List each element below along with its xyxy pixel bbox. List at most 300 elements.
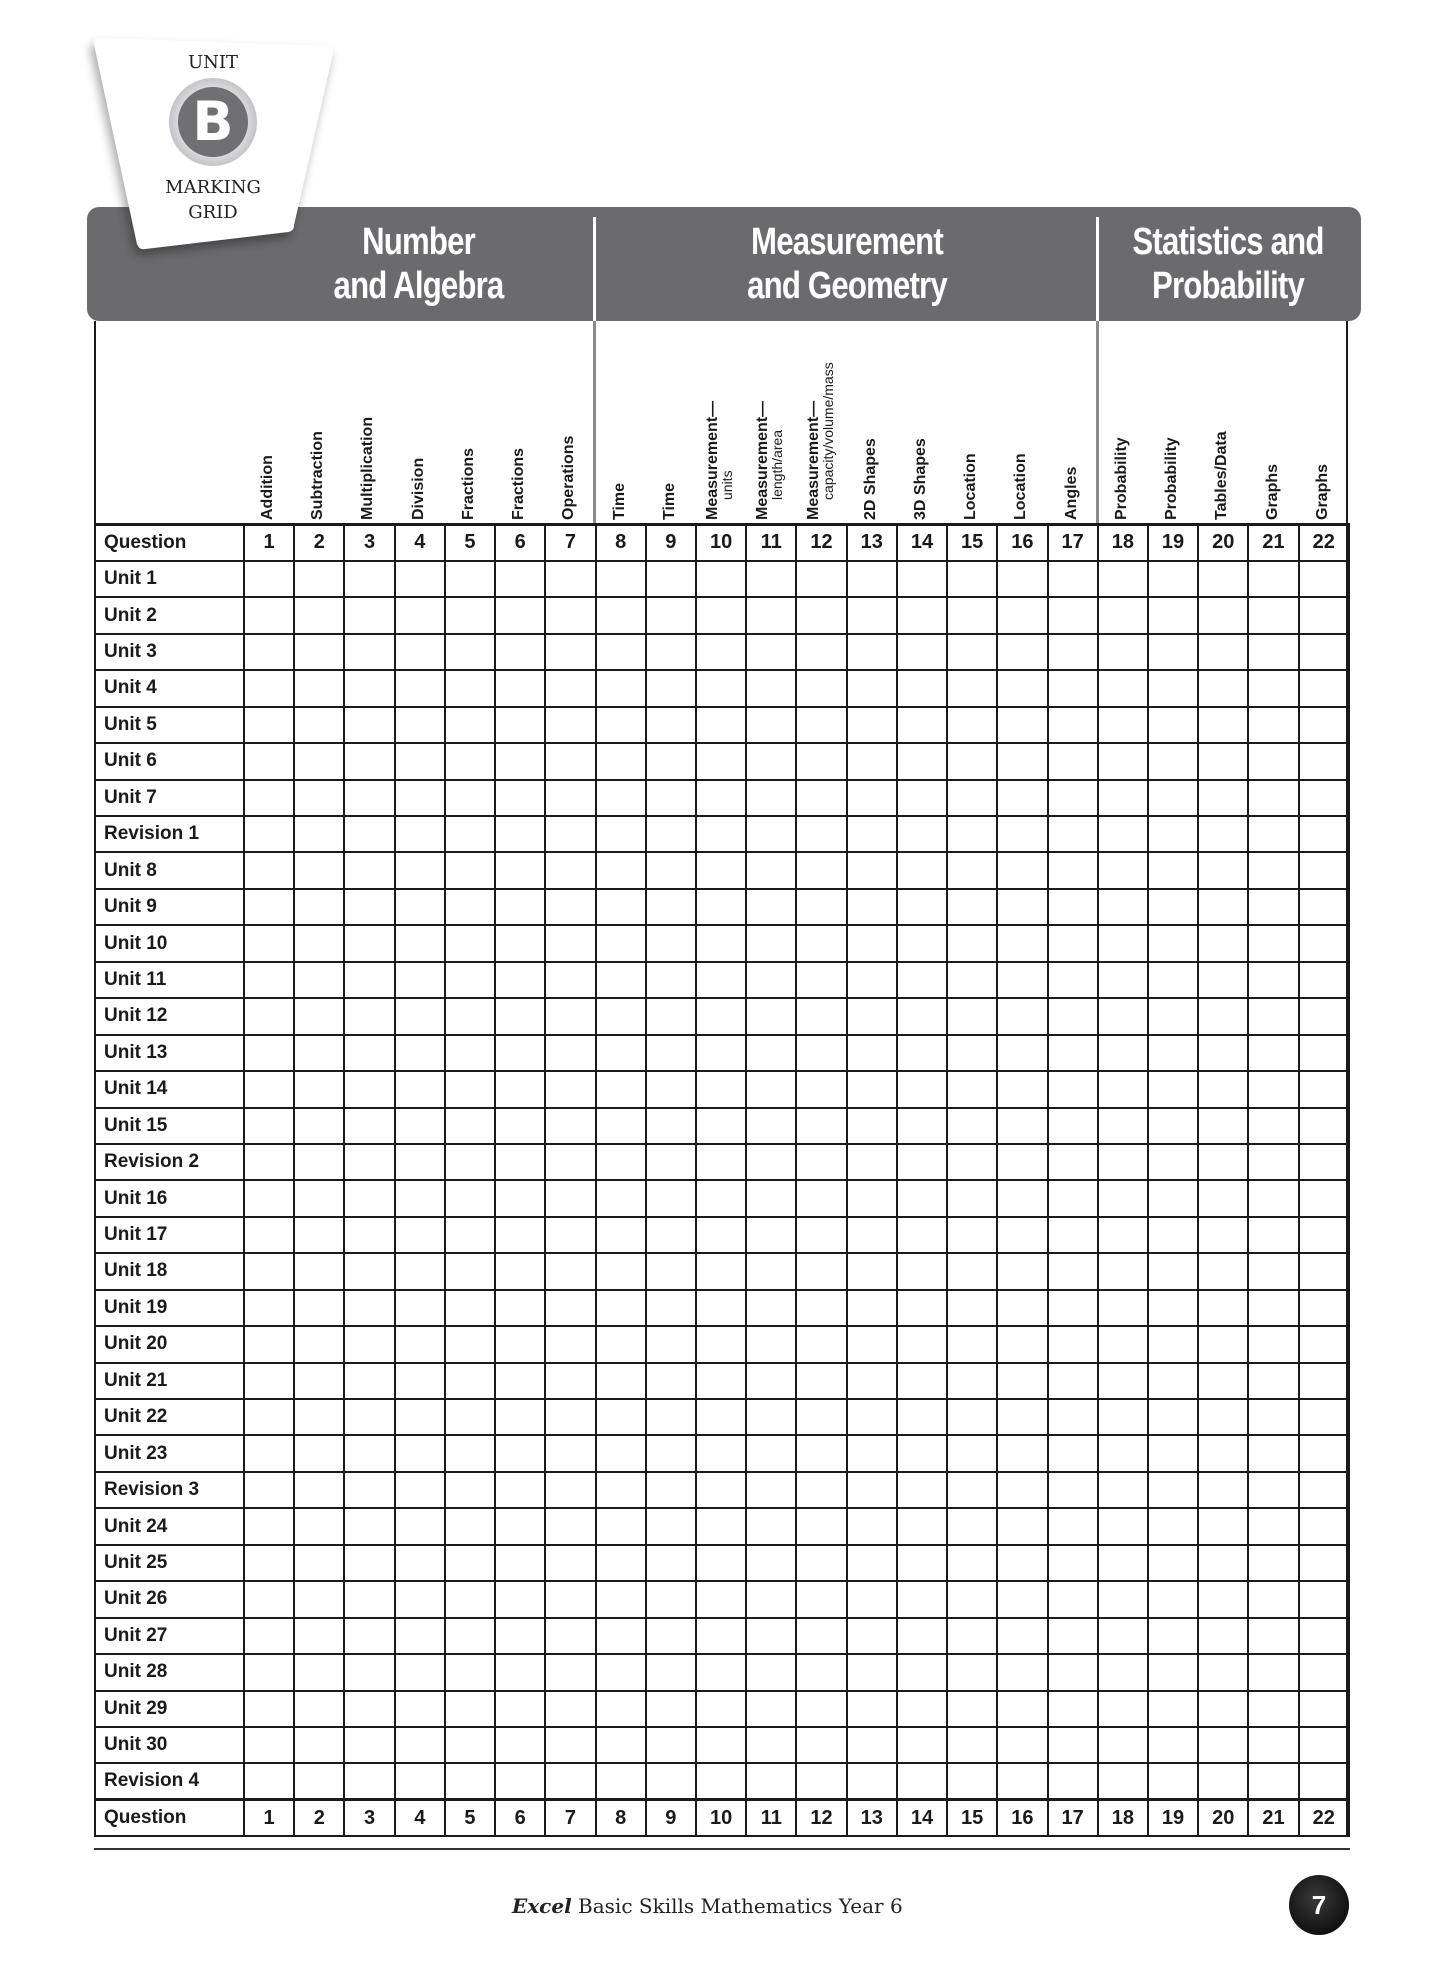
mark-cell[interactable] [1299, 1727, 1349, 1763]
mark-cell[interactable] [1048, 1144, 1098, 1180]
mark-cell[interactable] [395, 780, 445, 816]
mark-cell[interactable] [445, 1691, 495, 1727]
mark-cell[interactable] [545, 743, 595, 779]
mark-cell[interactable] [1248, 1763, 1298, 1799]
mark-cell[interactable] [495, 1035, 545, 1071]
mark-cell[interactable] [545, 1508, 595, 1544]
mark-cell[interactable] [545, 852, 595, 888]
mark-cell[interactable] [495, 1144, 545, 1180]
mark-cell[interactable] [947, 1144, 997, 1180]
mark-cell[interactable] [746, 1071, 796, 1107]
mark-cell[interactable] [545, 1691, 595, 1727]
mark-cell[interactable] [1198, 1035, 1248, 1071]
mark-cell[interactable] [1299, 1253, 1349, 1289]
mark-cell[interactable] [244, 670, 294, 706]
mark-cell[interactable] [1248, 1654, 1298, 1690]
mark-cell[interactable] [1198, 1581, 1248, 1617]
mark-cell[interactable] [746, 743, 796, 779]
mark-cell[interactable] [395, 816, 445, 852]
mark-cell[interactable] [897, 962, 947, 998]
mark-cell[interactable] [545, 1727, 595, 1763]
mark-cell[interactable] [847, 1290, 897, 1326]
mark-cell[interactable] [344, 1363, 394, 1399]
mark-cell[interactable] [1198, 1435, 1248, 1471]
mark-cell[interactable] [746, 1581, 796, 1617]
mark-cell[interactable] [1198, 1618, 1248, 1654]
mark-cell[interactable] [947, 1727, 997, 1763]
mark-cell[interactable] [244, 816, 294, 852]
mark-cell[interactable] [344, 597, 394, 633]
mark-cell[interactable] [395, 1581, 445, 1617]
mark-cell[interactable] [1248, 1144, 1298, 1180]
mark-cell[interactable] [344, 1180, 394, 1216]
mark-cell[interactable] [1198, 634, 1248, 670]
mark-cell[interactable] [445, 780, 495, 816]
mark-cell[interactable] [696, 1399, 746, 1435]
mark-cell[interactable] [1248, 1217, 1298, 1253]
mark-cell[interactable] [897, 561, 947, 597]
mark-cell[interactable] [897, 1326, 947, 1362]
mark-cell[interactable] [294, 1472, 344, 1508]
mark-cell[interactable] [1198, 670, 1248, 706]
mark-cell[interactable] [294, 1144, 344, 1180]
mark-cell[interactable] [545, 1545, 595, 1581]
mark-cell[interactable] [1098, 1691, 1148, 1727]
mark-cell[interactable] [596, 1618, 646, 1654]
mark-cell[interactable] [1098, 597, 1148, 633]
mark-cell[interactable] [1198, 889, 1248, 925]
mark-cell[interactable] [1248, 634, 1298, 670]
mark-cell[interactable] [1198, 852, 1248, 888]
mark-cell[interactable] [1299, 561, 1349, 597]
mark-cell[interactable] [646, 962, 696, 998]
mark-cell[interactable] [947, 1399, 997, 1435]
mark-cell[interactable] [344, 998, 394, 1034]
mark-cell[interactable] [545, 1108, 595, 1144]
mark-cell[interactable] [1198, 1217, 1248, 1253]
mark-cell[interactable] [947, 1763, 997, 1799]
mark-cell[interactable] [997, 925, 1047, 961]
mark-cell[interactable] [1299, 597, 1349, 633]
mark-cell[interactable] [495, 707, 545, 743]
mark-cell[interactable] [947, 1071, 997, 1107]
mark-cell[interactable] [395, 1472, 445, 1508]
mark-cell[interactable] [947, 889, 997, 925]
mark-cell[interactable] [1148, 1363, 1198, 1399]
mark-cell[interactable] [1248, 998, 1298, 1034]
mark-cell[interactable] [1248, 925, 1298, 961]
mark-cell[interactable] [646, 1253, 696, 1289]
mark-cell[interactable] [1248, 670, 1298, 706]
mark-cell[interactable] [746, 1435, 796, 1471]
mark-cell[interactable] [545, 889, 595, 925]
mark-cell[interactable] [294, 1727, 344, 1763]
mark-cell[interactable] [1098, 780, 1148, 816]
mark-cell[interactable] [1198, 707, 1248, 743]
mark-cell[interactable] [897, 1144, 947, 1180]
mark-cell[interactable] [1048, 743, 1098, 779]
mark-cell[interactable] [796, 1654, 846, 1690]
mark-cell[interactable] [897, 1654, 947, 1690]
mark-cell[interactable] [495, 670, 545, 706]
mark-cell[interactable] [596, 962, 646, 998]
mark-cell[interactable] [696, 780, 746, 816]
mark-cell[interactable] [746, 1217, 796, 1253]
mark-cell[interactable] [1148, 1326, 1198, 1362]
mark-cell[interactable] [997, 1071, 1047, 1107]
mark-cell[interactable] [596, 597, 646, 633]
mark-cell[interactable] [997, 1108, 1047, 1144]
mark-cell[interactable] [395, 1035, 445, 1071]
mark-cell[interactable] [1098, 670, 1148, 706]
mark-cell[interactable] [545, 1399, 595, 1435]
mark-cell[interactable] [947, 1326, 997, 1362]
mark-cell[interactable] [294, 1581, 344, 1617]
mark-cell[interactable] [545, 670, 595, 706]
mark-cell[interactable] [545, 1363, 595, 1399]
mark-cell[interactable] [746, 597, 796, 633]
mark-cell[interactable] [746, 925, 796, 961]
mark-cell[interactable] [1148, 1654, 1198, 1690]
mark-cell[interactable] [495, 743, 545, 779]
mark-cell[interactable] [294, 1180, 344, 1216]
mark-cell[interactable] [1299, 1071, 1349, 1107]
mark-cell[interactable] [847, 1326, 897, 1362]
mark-cell[interactable] [1148, 1253, 1198, 1289]
mark-cell[interactable] [897, 1108, 947, 1144]
mark-cell[interactable] [1048, 1290, 1098, 1326]
mark-cell[interactable] [746, 816, 796, 852]
mark-cell[interactable] [495, 1180, 545, 1216]
mark-cell[interactable] [294, 561, 344, 597]
mark-cell[interactable] [445, 634, 495, 670]
mark-cell[interactable] [395, 1763, 445, 1799]
mark-cell[interactable] [696, 925, 746, 961]
mark-cell[interactable] [445, 1545, 495, 1581]
mark-cell[interactable] [344, 1472, 394, 1508]
mark-cell[interactable] [1048, 1435, 1098, 1471]
mark-cell[interactable] [646, 1691, 696, 1727]
mark-cell[interactable] [1098, 1654, 1148, 1690]
mark-cell[interactable] [1248, 1071, 1298, 1107]
mark-cell[interactable] [1048, 670, 1098, 706]
mark-cell[interactable] [696, 1691, 746, 1727]
mark-cell[interactable] [495, 1108, 545, 1144]
mark-cell[interactable] [1098, 634, 1148, 670]
mark-cell[interactable] [244, 1326, 294, 1362]
mark-cell[interactable] [1299, 743, 1349, 779]
mark-cell[interactable] [997, 1217, 1047, 1253]
mark-cell[interactable] [495, 998, 545, 1034]
mark-cell[interactable] [897, 1545, 947, 1581]
mark-cell[interactable] [796, 1472, 846, 1508]
mark-cell[interactable] [294, 1399, 344, 1435]
mark-cell[interactable] [1098, 1545, 1148, 1581]
mark-cell[interactable] [897, 1217, 947, 1253]
mark-cell[interactable] [646, 816, 696, 852]
mark-cell[interactable] [1048, 1399, 1098, 1435]
mark-cell[interactable] [395, 998, 445, 1034]
mark-cell[interactable] [1248, 1618, 1298, 1654]
mark-cell[interactable] [1248, 743, 1298, 779]
mark-cell[interactable] [947, 998, 997, 1034]
mark-cell[interactable] [495, 1654, 545, 1690]
mark-cell[interactable] [294, 1217, 344, 1253]
mark-cell[interactable] [445, 1326, 495, 1362]
mark-cell[interactable] [646, 1763, 696, 1799]
mark-cell[interactable] [445, 852, 495, 888]
mark-cell[interactable] [294, 852, 344, 888]
mark-cell[interactable] [1048, 852, 1098, 888]
mark-cell[interactable] [947, 597, 997, 633]
mark-cell[interactable] [445, 1180, 495, 1216]
mark-cell[interactable] [1299, 670, 1349, 706]
mark-cell[interactable] [997, 1727, 1047, 1763]
mark-cell[interactable] [796, 1363, 846, 1399]
mark-cell[interactable] [696, 1435, 746, 1471]
mark-cell[interactable] [746, 1144, 796, 1180]
mark-cell[interactable] [1299, 1581, 1349, 1617]
mark-cell[interactable] [1299, 1508, 1349, 1544]
mark-cell[interactable] [947, 1691, 997, 1727]
mark-cell[interactable] [344, 816, 394, 852]
mark-cell[interactable] [796, 1180, 846, 1216]
mark-cell[interactable] [897, 1691, 947, 1727]
mark-cell[interactable] [796, 1581, 846, 1617]
mark-cell[interactable] [646, 889, 696, 925]
mark-cell[interactable] [1198, 1180, 1248, 1216]
mark-cell[interactable] [997, 1399, 1047, 1435]
mark-cell[interactable] [1148, 1399, 1198, 1435]
mark-cell[interactable] [596, 1691, 646, 1727]
mark-cell[interactable] [997, 1144, 1047, 1180]
mark-cell[interactable] [897, 925, 947, 961]
mark-cell[interactable] [796, 1763, 846, 1799]
mark-cell[interactable] [847, 1545, 897, 1581]
mark-cell[interactable] [796, 707, 846, 743]
mark-cell[interactable] [395, 1508, 445, 1544]
mark-cell[interactable] [1148, 707, 1198, 743]
mark-cell[interactable] [1048, 1326, 1098, 1362]
mark-cell[interactable] [395, 1071, 445, 1107]
mark-cell[interactable] [294, 889, 344, 925]
mark-cell[interactable] [244, 852, 294, 888]
mark-cell[interactable] [746, 1654, 796, 1690]
mark-cell[interactable] [947, 670, 997, 706]
mark-cell[interactable] [847, 597, 897, 633]
mark-cell[interactable] [395, 889, 445, 925]
mark-cell[interactable] [997, 743, 1047, 779]
mark-cell[interactable] [746, 634, 796, 670]
mark-cell[interactable] [1048, 816, 1098, 852]
mark-cell[interactable] [997, 1545, 1047, 1581]
mark-cell[interactable] [1098, 1108, 1148, 1144]
mark-cell[interactable] [1148, 1472, 1198, 1508]
mark-cell[interactable] [646, 925, 696, 961]
mark-cell[interactable] [244, 962, 294, 998]
mark-cell[interactable] [244, 1763, 294, 1799]
mark-cell[interactable] [997, 634, 1047, 670]
mark-cell[interactable] [1048, 1180, 1098, 1216]
mark-cell[interactable] [1148, 1217, 1198, 1253]
mark-cell[interactable] [545, 1618, 595, 1654]
mark-cell[interactable] [847, 634, 897, 670]
mark-cell[interactable] [796, 1144, 846, 1180]
mark-cell[interactable] [395, 1545, 445, 1581]
mark-cell[interactable] [1148, 743, 1198, 779]
mark-cell[interactable] [1048, 1472, 1098, 1508]
mark-cell[interactable] [646, 1071, 696, 1107]
mark-cell[interactable] [395, 1217, 445, 1253]
mark-cell[interactable] [495, 1435, 545, 1471]
mark-cell[interactable] [646, 1472, 696, 1508]
mark-cell[interactable] [997, 597, 1047, 633]
mark-cell[interactable] [897, 1180, 947, 1216]
mark-cell[interactable] [646, 1326, 696, 1362]
mark-cell[interactable] [1048, 1763, 1098, 1799]
mark-cell[interactable] [1148, 1581, 1198, 1617]
mark-cell[interactable] [495, 1217, 545, 1253]
mark-cell[interactable] [1098, 1180, 1148, 1216]
mark-cell[interactable] [1098, 1435, 1148, 1471]
mark-cell[interactable] [696, 1326, 746, 1362]
mark-cell[interactable] [1299, 1472, 1349, 1508]
mark-cell[interactable] [1098, 1763, 1148, 1799]
mark-cell[interactable] [244, 780, 294, 816]
mark-cell[interactable] [596, 1035, 646, 1071]
mark-cell[interactable] [1248, 1435, 1298, 1471]
mark-cell[interactable] [445, 816, 495, 852]
mark-cell[interactable] [947, 852, 997, 888]
mark-cell[interactable] [696, 1035, 746, 1071]
mark-cell[interactable] [696, 743, 746, 779]
mark-cell[interactable] [244, 1508, 294, 1544]
mark-cell[interactable] [294, 1253, 344, 1289]
mark-cell[interactable] [897, 1035, 947, 1071]
mark-cell[interactable] [244, 1399, 294, 1435]
mark-cell[interactable] [545, 597, 595, 633]
mark-cell[interactable] [746, 1363, 796, 1399]
mark-cell[interactable] [1248, 1290, 1298, 1326]
mark-cell[interactable] [1198, 1290, 1248, 1326]
mark-cell[interactable] [847, 1108, 897, 1144]
mark-cell[interactable] [1198, 597, 1248, 633]
mark-cell[interactable] [1198, 743, 1248, 779]
mark-cell[interactable] [796, 1508, 846, 1544]
mark-cell[interactable] [1098, 852, 1148, 888]
mark-cell[interactable] [1299, 780, 1349, 816]
mark-cell[interactable] [1299, 816, 1349, 852]
mark-cell[interactable] [1299, 1108, 1349, 1144]
mark-cell[interactable] [1248, 1326, 1298, 1362]
mark-cell[interactable] [294, 962, 344, 998]
mark-cell[interactable] [847, 1435, 897, 1471]
mark-cell[interactable] [1098, 1326, 1148, 1362]
mark-cell[interactable] [294, 816, 344, 852]
mark-cell[interactable] [395, 852, 445, 888]
mark-cell[interactable] [545, 1763, 595, 1799]
mark-cell[interactable] [495, 962, 545, 998]
mark-cell[interactable] [1098, 1581, 1148, 1617]
mark-cell[interactable] [1098, 1290, 1148, 1326]
mark-cell[interactable] [495, 1763, 545, 1799]
mark-cell[interactable] [1299, 889, 1349, 925]
mark-cell[interactable] [545, 1472, 595, 1508]
mark-cell[interactable] [596, 889, 646, 925]
mark-cell[interactable] [897, 816, 947, 852]
mark-cell[interactable] [395, 1326, 445, 1362]
mark-cell[interactable] [646, 1035, 696, 1071]
mark-cell[interactable] [1048, 1217, 1098, 1253]
mark-cell[interactable] [495, 852, 545, 888]
mark-cell[interactable] [1098, 743, 1148, 779]
mark-cell[interactable] [1148, 634, 1198, 670]
mark-cell[interactable] [545, 1290, 595, 1326]
mark-cell[interactable] [847, 998, 897, 1034]
mark-cell[interactable] [897, 1763, 947, 1799]
mark-cell[interactable] [1098, 1399, 1148, 1435]
mark-cell[interactable] [545, 1581, 595, 1617]
mark-cell[interactable] [1198, 1253, 1248, 1289]
mark-cell[interactable] [1048, 561, 1098, 597]
mark-cell[interactable] [897, 889, 947, 925]
mark-cell[interactable] [294, 634, 344, 670]
mark-cell[interactable] [395, 1290, 445, 1326]
mark-cell[interactable] [1198, 1763, 1248, 1799]
mark-cell[interactable] [1098, 1363, 1148, 1399]
mark-cell[interactable] [746, 1727, 796, 1763]
mark-cell[interactable] [947, 925, 997, 961]
mark-cell[interactable] [1299, 1217, 1349, 1253]
mark-cell[interactable] [545, 780, 595, 816]
mark-cell[interactable] [1148, 1035, 1198, 1071]
mark-cell[interactable] [294, 780, 344, 816]
mark-cell[interactable] [646, 597, 696, 633]
mark-cell[interactable] [646, 1180, 696, 1216]
mark-cell[interactable] [344, 1108, 394, 1144]
mark-cell[interactable] [1098, 1727, 1148, 1763]
mark-cell[interactable] [746, 1035, 796, 1071]
mark-cell[interactable] [1148, 816, 1198, 852]
mark-cell[interactable] [1098, 925, 1148, 961]
mark-cell[interactable] [646, 780, 696, 816]
mark-cell[interactable] [596, 1435, 646, 1471]
mark-cell[interactable] [495, 1472, 545, 1508]
mark-cell[interactable] [596, 743, 646, 779]
mark-cell[interactable] [545, 998, 595, 1034]
mark-cell[interactable] [244, 743, 294, 779]
mark-cell[interactable] [244, 1217, 294, 1253]
mark-cell[interactable] [244, 889, 294, 925]
mark-cell[interactable] [847, 1763, 897, 1799]
mark-cell[interactable] [847, 780, 897, 816]
mark-cell[interactable] [244, 1108, 294, 1144]
mark-cell[interactable] [796, 1399, 846, 1435]
mark-cell[interactable] [1148, 1180, 1198, 1216]
mark-cell[interactable] [1248, 1691, 1298, 1727]
mark-cell[interactable] [1048, 597, 1098, 633]
mark-cell[interactable] [997, 852, 1047, 888]
mark-cell[interactable] [1248, 597, 1298, 633]
mark-cell[interactable] [1148, 925, 1198, 961]
mark-cell[interactable] [294, 925, 344, 961]
mark-cell[interactable] [294, 1508, 344, 1544]
mark-cell[interactable] [1148, 1435, 1198, 1471]
mark-cell[interactable] [1098, 889, 1148, 925]
mark-cell[interactable] [495, 1071, 545, 1107]
mark-cell[interactable] [646, 561, 696, 597]
mark-cell[interactable] [746, 1508, 796, 1544]
